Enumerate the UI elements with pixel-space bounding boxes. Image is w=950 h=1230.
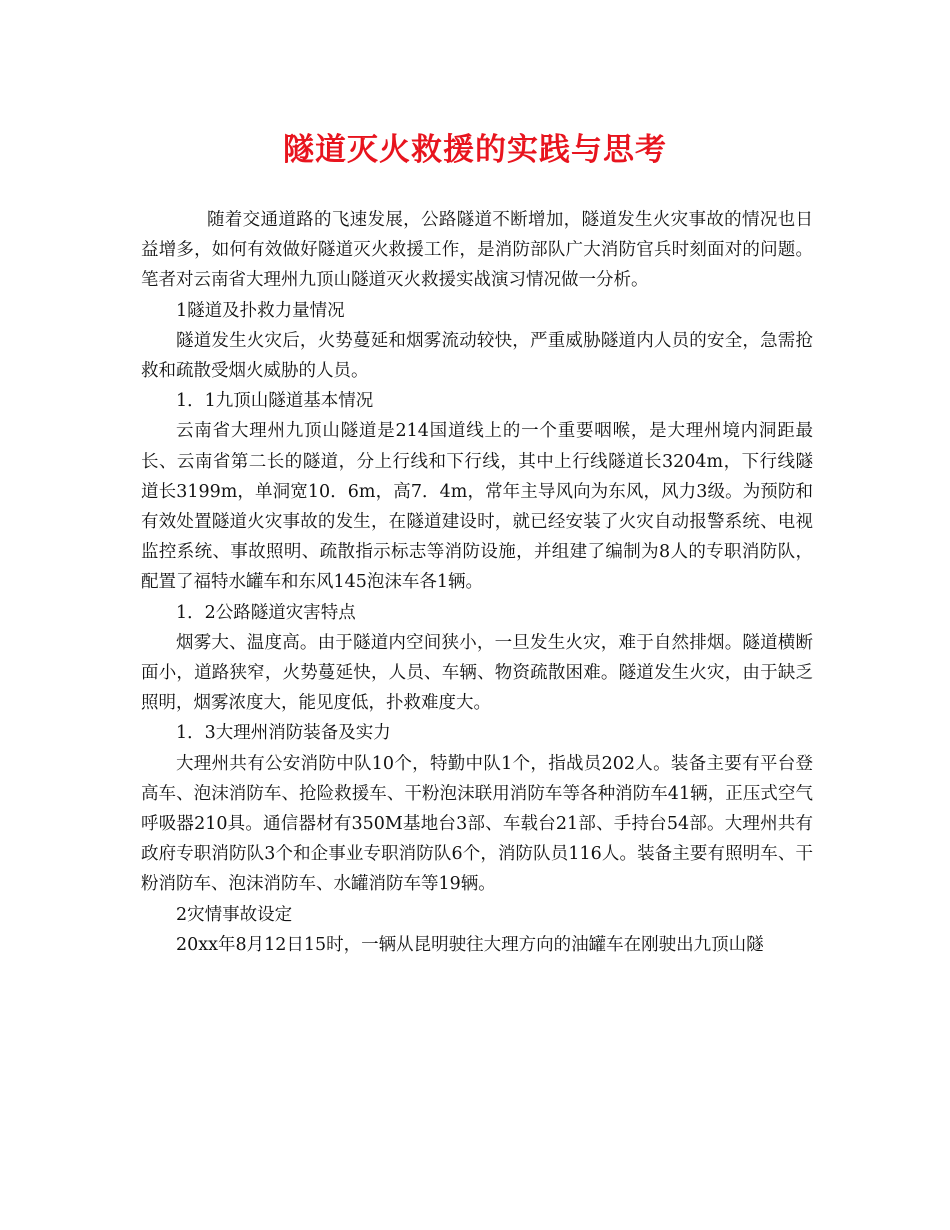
paragraph: 云南省大理州九顶山隧道是214国道线上的一个重要咽喉，是大理州境内洞距最长、云南省第二长的隧道，分上行线和下行线，其中上行线隧道长3204m，下行线隧道长3199m，单洞宽10．6m，高7．4m，常年主导风向为东风，风力3级。为预防和有效处置隧道火灾事故的发生，在隧道建设时，就已经安装了火灾自动报警系统、电视监控系统、事故照明、疏散指示标志等消防设施，并组建了编制为8人的专职消防队，配置了福特水罐车和东风145泡沫车各1辆。 xyxy=(141,421,813,593)
paragraph: 烟雾大、温度高。由于隧道内空间狭小，一旦发生火灾，难于自然排烟。隧道横断面小，道路狭窄，火势蔓延快，人员、车辆、物资疏散困难。隧道发生火灾，由于缺乏照明，烟雾浓度大，能见度低，扑救难度大。 xyxy=(141,632,813,714)
document-title: 隧道灭火救援的实践与思考 xyxy=(283,132,667,168)
section-heading-1-3: 1．3大理州消防装备及实力 xyxy=(176,723,391,744)
paragraph-intro: 随着交通道路的飞速发展，公路隧道不断增加，隧道发生火灾事故的情况也日益增多，如何有效做好隧道灭火救援工作，是消防部队广大消防官兵时刻面对的问题。笔者对云南省大理州九顶山隧道灭火救援实战演习情况做一分析。 xyxy=(141,210,813,291)
section-heading-1-2: 1．2公路隧道灾害特点 xyxy=(176,602,356,623)
document-body xyxy=(141,205,813,960)
section-heading-1: 1隧道及扑救力量情况 xyxy=(176,300,345,321)
paragraph: 隧道发生火灾后，火势蔓延和烟雾流动较快，严重威胁隧道内人员的安全，急需抢救和疏散受烟火威胁的人员。 xyxy=(141,330,813,382)
section-heading-2: 2灾情事故设定 xyxy=(176,904,293,925)
section-heading-1-1: 1．1九顶山隧道基本情况 xyxy=(176,391,374,412)
paragraph: 20xx年8月12日15时，一辆从昆明驶往大理方向的油罐车在刚驶出九顶山隧 xyxy=(176,934,764,955)
paragraph: 大理州共有公安消防中队10个，特勤中队1个，指战员202人。装备主要有平台登高车、泡沫消防车、抢险救援车、干粉泡沫联用消防车等各种消防车41辆，正压式空气呼吸器210具。通信器材有350M基地台3部、车载台21部、手持台54部。大理州共有政府专职消防队3个和企事业专职消防队6个，消防队员116人。装备主要有照明车、干粉消防车、泡沫消防车、水罐消防车等19辆。 xyxy=(141,753,813,895)
